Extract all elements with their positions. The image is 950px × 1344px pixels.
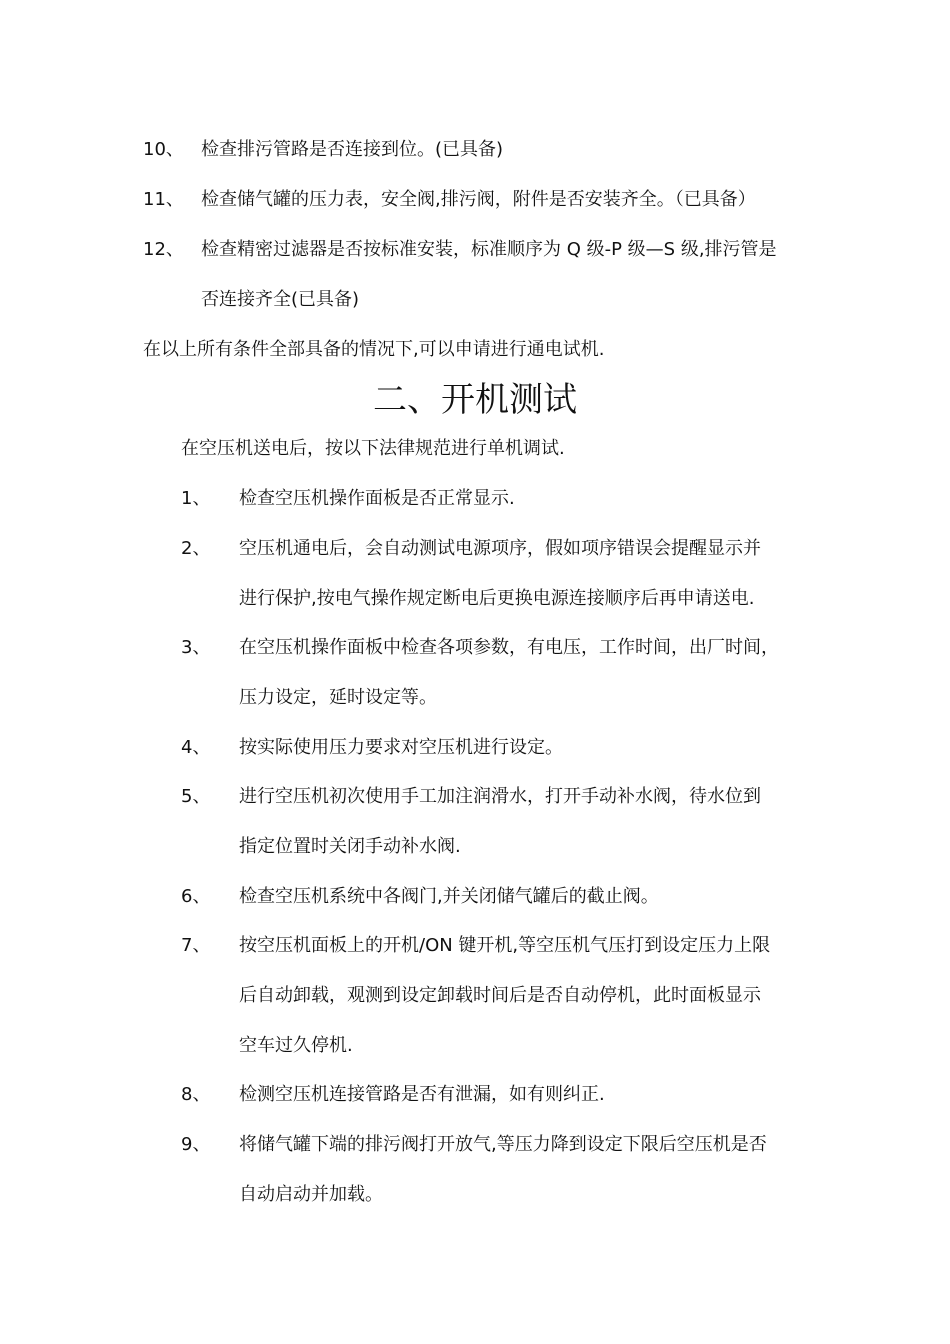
list-item-text: 将储气罐下端的排污阀打开放气,等压力降到设定下限后空压机是否 (239, 1134, 767, 1155)
list-item-text: 检查空压机操作面板是否正常显示. (239, 488, 515, 509)
list-item-text: 检查精密过滤器是否按标准安装，标准顺序为 Q 级-P 级—S 级,排污管是 (201, 239, 777, 260)
list-item-number: 9、 (181, 1134, 211, 1155)
list-item-text: 压力设定，延时设定等。 (239, 687, 437, 708)
list-item-text: 检测空压机连接管路是否有泄漏，如有则纠正. (239, 1084, 605, 1105)
list-item-number: 5、 (181, 786, 211, 807)
summary-paragraph: 在以上所有条件全部具备的情况下,可以申请进行通电试机. (143, 339, 605, 360)
list-item-number: 7、 (181, 935, 211, 956)
list-item-number: 3、 (181, 637, 211, 658)
list-item-text: 后自动卸载，观测到设定卸载时间后是否自动停机，此时面板显示 (239, 985, 761, 1006)
list-item-number: 12、 (143, 239, 184, 260)
list-item-number: 10、 (143, 139, 184, 160)
list-item-text: 按空压机面板上的开机/ON 键开机,等空压机气压打到设定压力上限 (239, 935, 771, 956)
list-item-number: 6、 (181, 886, 211, 907)
list-item-number: 8、 (181, 1084, 211, 1105)
list-item-text: 否连接齐全(已具备) (201, 289, 360, 310)
intro-paragraph: 在空压机送电后，按以下法律规范进行单机调试. (181, 438, 565, 459)
list-item-text: 检查储气罐的压力表，安全阀,排污阀，附件是否安装齐全。（已具备） (201, 189, 756, 210)
list-item-text: 按实际使用压力要求对空压机进行设定。 (239, 737, 563, 758)
list-item-text: 空压机通电后，会自动测试电源项序，假如项序错误会提醒显示并 (239, 538, 761, 559)
list-item-text: 进行保护,按电气操作规定断电后更换电源连接顺序后再申请送电. (239, 588, 755, 609)
list-item-text: 空车过久停机. (239, 1035, 353, 1056)
list-item-number: 2、 (181, 538, 211, 559)
list-item-text: 检查空压机系统中各阀门,并关闭储气罐后的截止阀。 (239, 886, 659, 907)
list-item-text: 指定位置时关闭手动补水阀. (239, 836, 461, 857)
list-item-number: 4、 (181, 737, 211, 758)
section-title: 二、开机测试 (373, 380, 577, 420)
list-item-text: 进行空压机初次使用手工加注润滑水，打开手动补水阀，待水位到 (239, 786, 761, 807)
list-item-number: 1、 (181, 488, 211, 509)
list-item-text: 检查排污管路是否连接到位。(已具备) (201, 139, 504, 160)
list-item-text: 在空压机操作面板中检查各项参数，有电压，工作时间，出厂时间， (239, 637, 779, 658)
list-item-text: 自动启动并加载。 (239, 1184, 383, 1205)
list-item-number: 11、 (143, 189, 184, 210)
